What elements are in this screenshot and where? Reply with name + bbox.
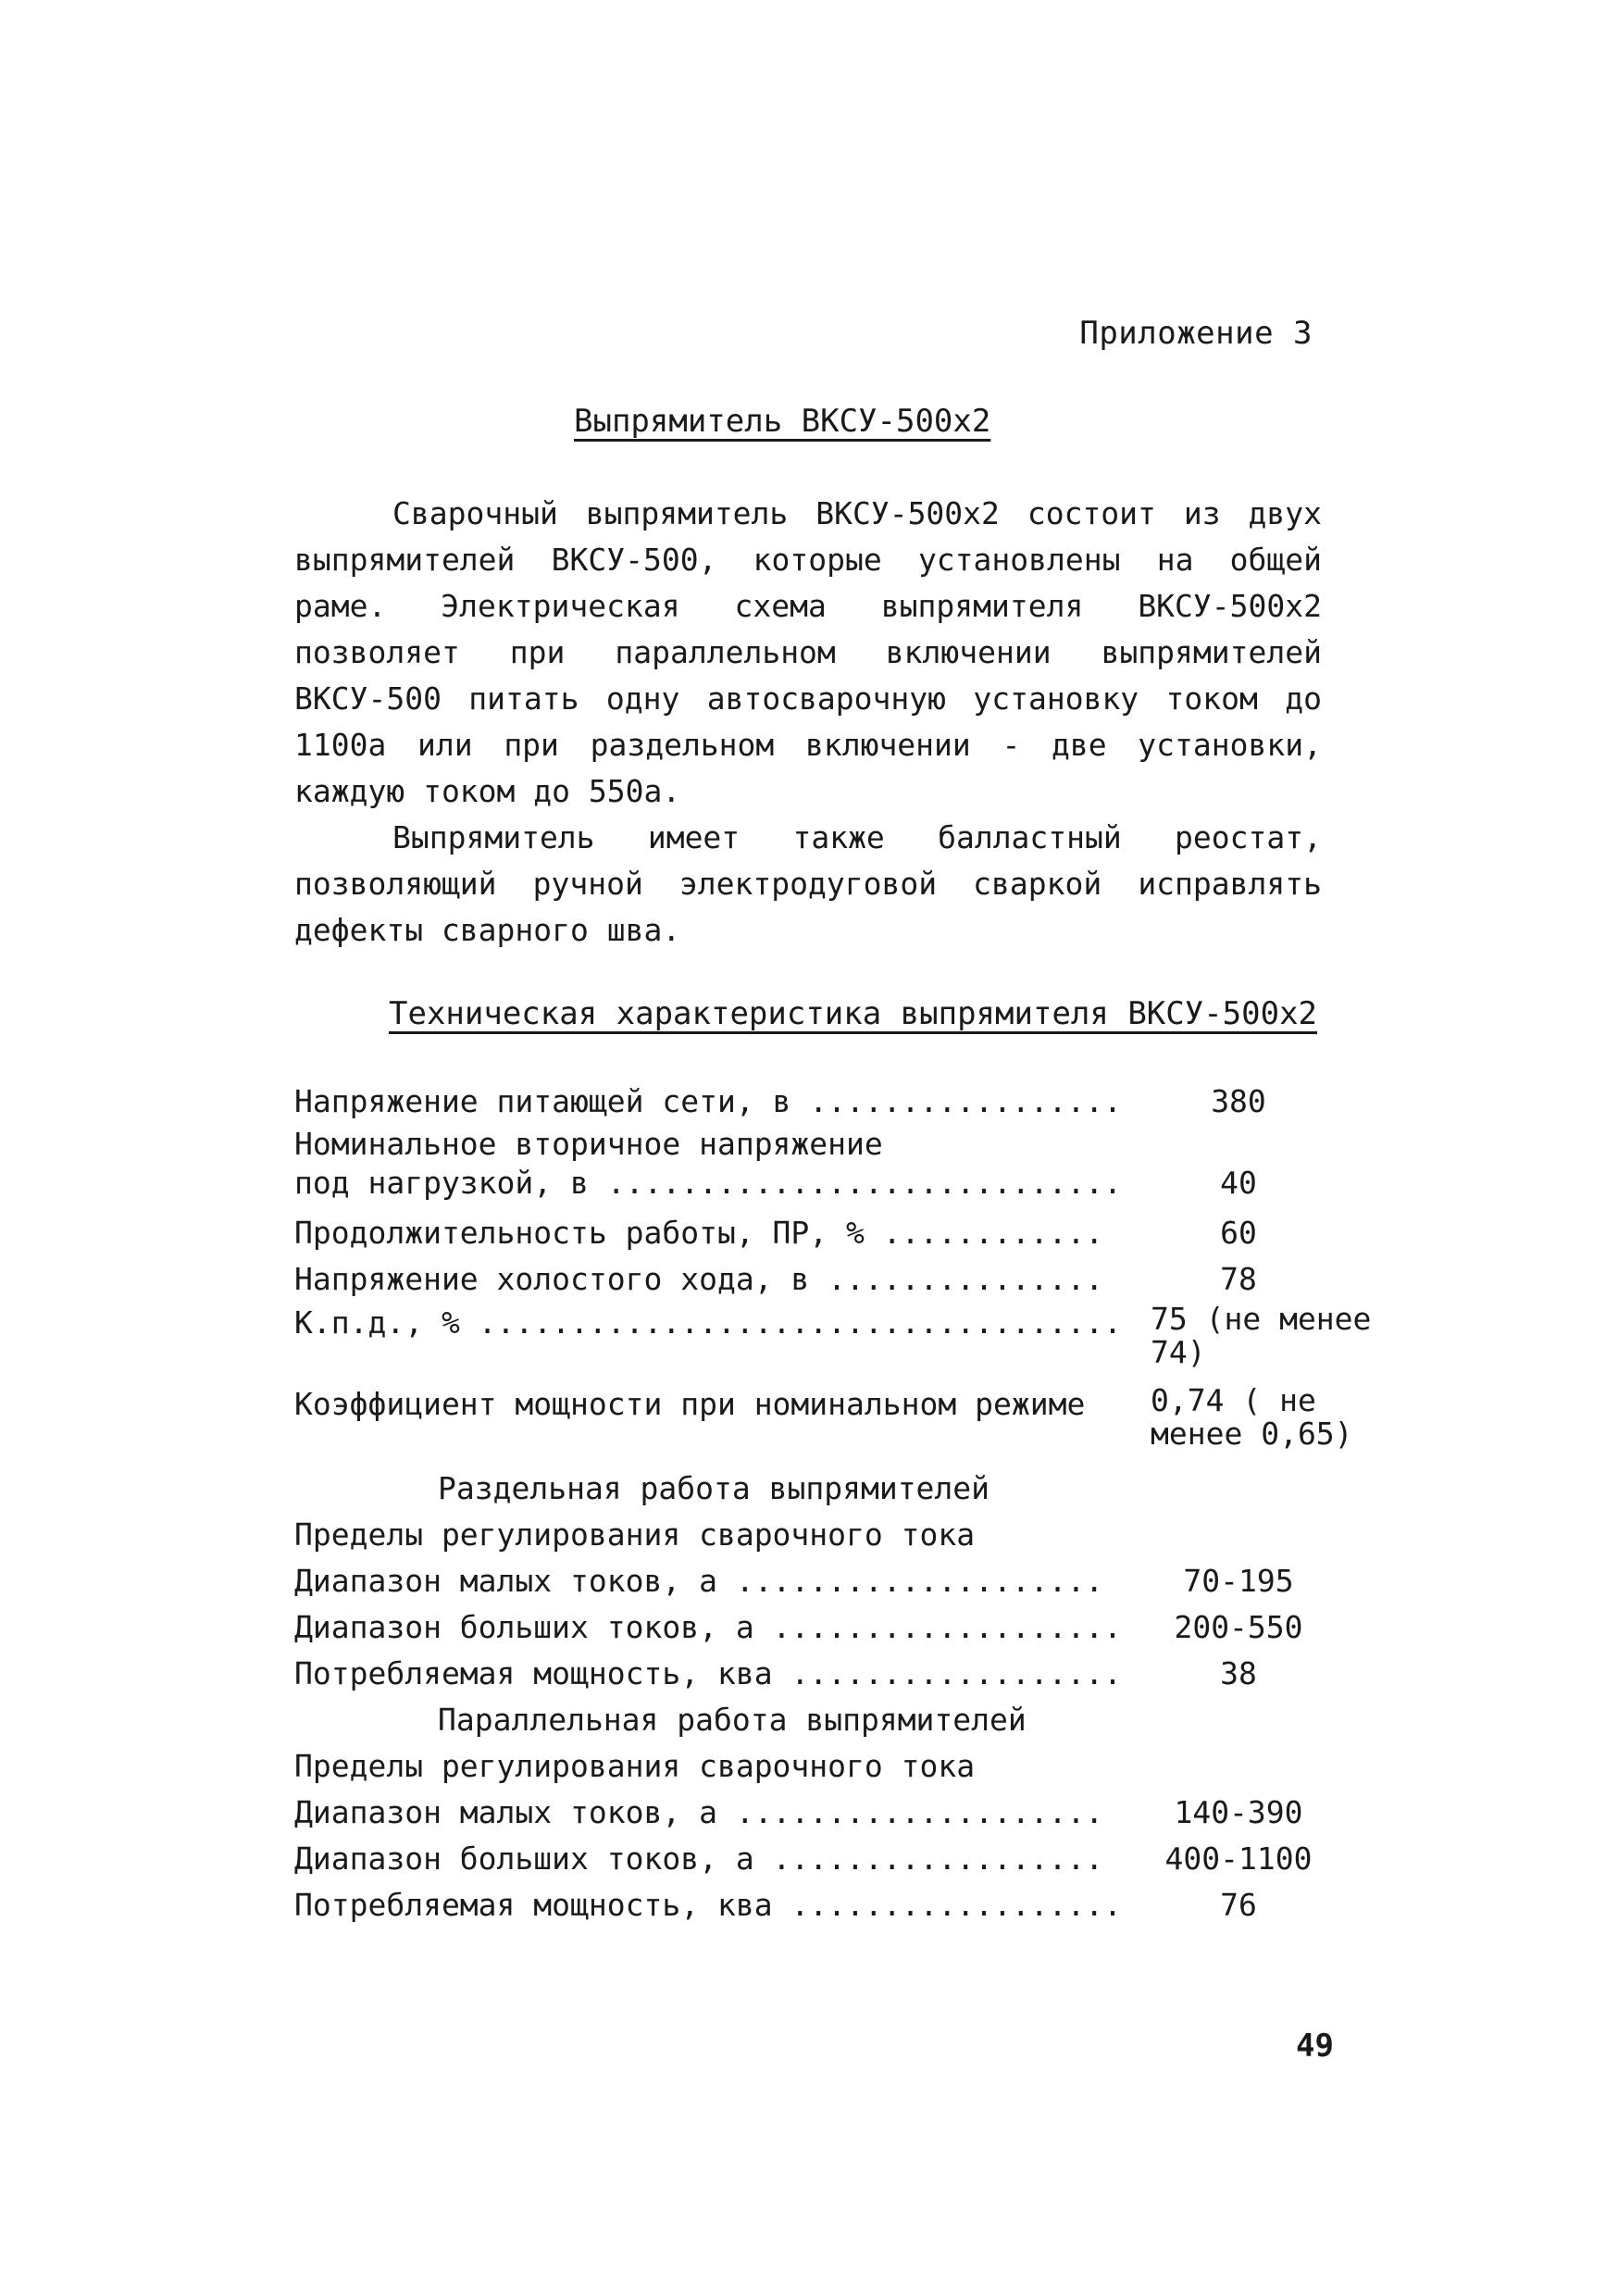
spec-label: Диапазон больших токов, а .................. [294, 1841, 1104, 1877]
section-subheading: Раздельная работа выпрямителей [438, 1470, 990, 1506]
spec-value: 0,74 ( не менее 0,65) [1151, 1382, 1353, 1452]
separate-mode-heading [294, 1466, 1368, 1512]
intro-paragraph [294, 491, 1322, 815]
spec-value: 40 [1220, 1165, 1257, 1201]
spec-label: К.п.д., % ................................... [294, 1304, 1123, 1341]
spec-label: Потребляемая мощность, ква .................. [294, 1655, 1123, 1691]
spec-label: Напряжение питающей сети, в ................. [294, 1083, 1123, 1119]
spec-row-separate-power [294, 1651, 1368, 1697]
spec-value: 38 [1220, 1655, 1257, 1691]
spec-row-secondary-voltage [294, 1125, 1368, 1210]
spec-row-parallel-low [294, 1790, 1368, 1836]
spec-label: Пределы регулирования сварочного тока [294, 1516, 976, 1553]
spec-list [294, 1079, 1372, 1928]
section-subheading: Параллельная работа выпрямителей [438, 1702, 1027, 1738]
spec-value: 76 [1220, 1887, 1257, 1923]
spec-label: Номинальное вторичное напряжение [294, 1126, 883, 1162]
spec-row-parallel-high [294, 1836, 1368, 1882]
ballast-paragraph [294, 815, 1322, 954]
page-number: 49 [1296, 2028, 1334, 2065]
spec-row-open-circuit [294, 1256, 1368, 1303]
spec-value: 78 [1220, 1261, 1257, 1297]
parallel-limits-heading [294, 1743, 1368, 1790]
spec-label: Коэффициент мощности при номинальном режиме [294, 1386, 1086, 1422]
spec-row-parallel-power [294, 1882, 1368, 1928]
document-title: Выпрямитель ВКСУ-500x2 [574, 403, 991, 440]
spec-label: Диапазон малых токов, а .................... [294, 1563, 1104, 1599]
spec-label: Потребляемая мощность, ква .................. [294, 1887, 1123, 1923]
spec-value: 60 [1220, 1215, 1257, 1251]
spec-row-separate-low [294, 1558, 1368, 1604]
spec-value: 140-390 [1174, 1794, 1303, 1830]
spec-row-separate-high [294, 1604, 1368, 1651]
spec-label: Диапазон малых токов, а .................... [294, 1794, 1104, 1830]
spec-row-supply-voltage [294, 1079, 1368, 1125]
spec-label: под нагрузкой, в ............................ [294, 1165, 1123, 1201]
parallel-mode-heading [294, 1697, 1368, 1743]
spec-value: 70-195 [1183, 1563, 1294, 1599]
separate-limits-heading [294, 1512, 1368, 1558]
appendix-label: Приложение 3 [1079, 315, 1313, 352]
spec-section-title: Техническая характеристика выпрямителя ВКСУ-500х2 [389, 995, 1318, 1032]
spec-label: Продолжительность работы, ПР, % ............ [294, 1215, 1104, 1251]
paragraph-text: Сварочный выпрямитель ВКСУ-500х2 состоит из двух выпрямителей ВКСУ-500, которые установлены на общей раме. Электрическая схема выпрямителя ВКСУ-500х2 позволяет при параллельном включении выпрямителей ВКСУ-500 питать одну автосварочную установку током до 1100а или при раздельном включении - две установки, каждую током до 550а. [294, 495, 1322, 809]
spec-value: 380 [1211, 1083, 1266, 1119]
spec-label: Напряжение холостого хода, в ............... [294, 1261, 1104, 1297]
spec-value: 75 (не менее 74) [1151, 1301, 1372, 1370]
spec-row-duty-cycle [294, 1210, 1368, 1256]
paragraph-text: Выпрямитель имеет также балластный реостат, позволяющий ручной электродуговой сваркой исправлять дефекты сварного шва. [294, 819, 1322, 948]
spec-row-efficiency [294, 1301, 1372, 1384]
spec-label: Диапазон больших токов, а ................... [294, 1609, 1123, 1645]
spec-row-power-factor [294, 1384, 1368, 1466]
spec-value: 400-1100 [1164, 1841, 1313, 1877]
spec-value: 200-550 [1174, 1609, 1303, 1645]
spec-label: Пределы регулирования сварочного тока [294, 1748, 976, 1784]
